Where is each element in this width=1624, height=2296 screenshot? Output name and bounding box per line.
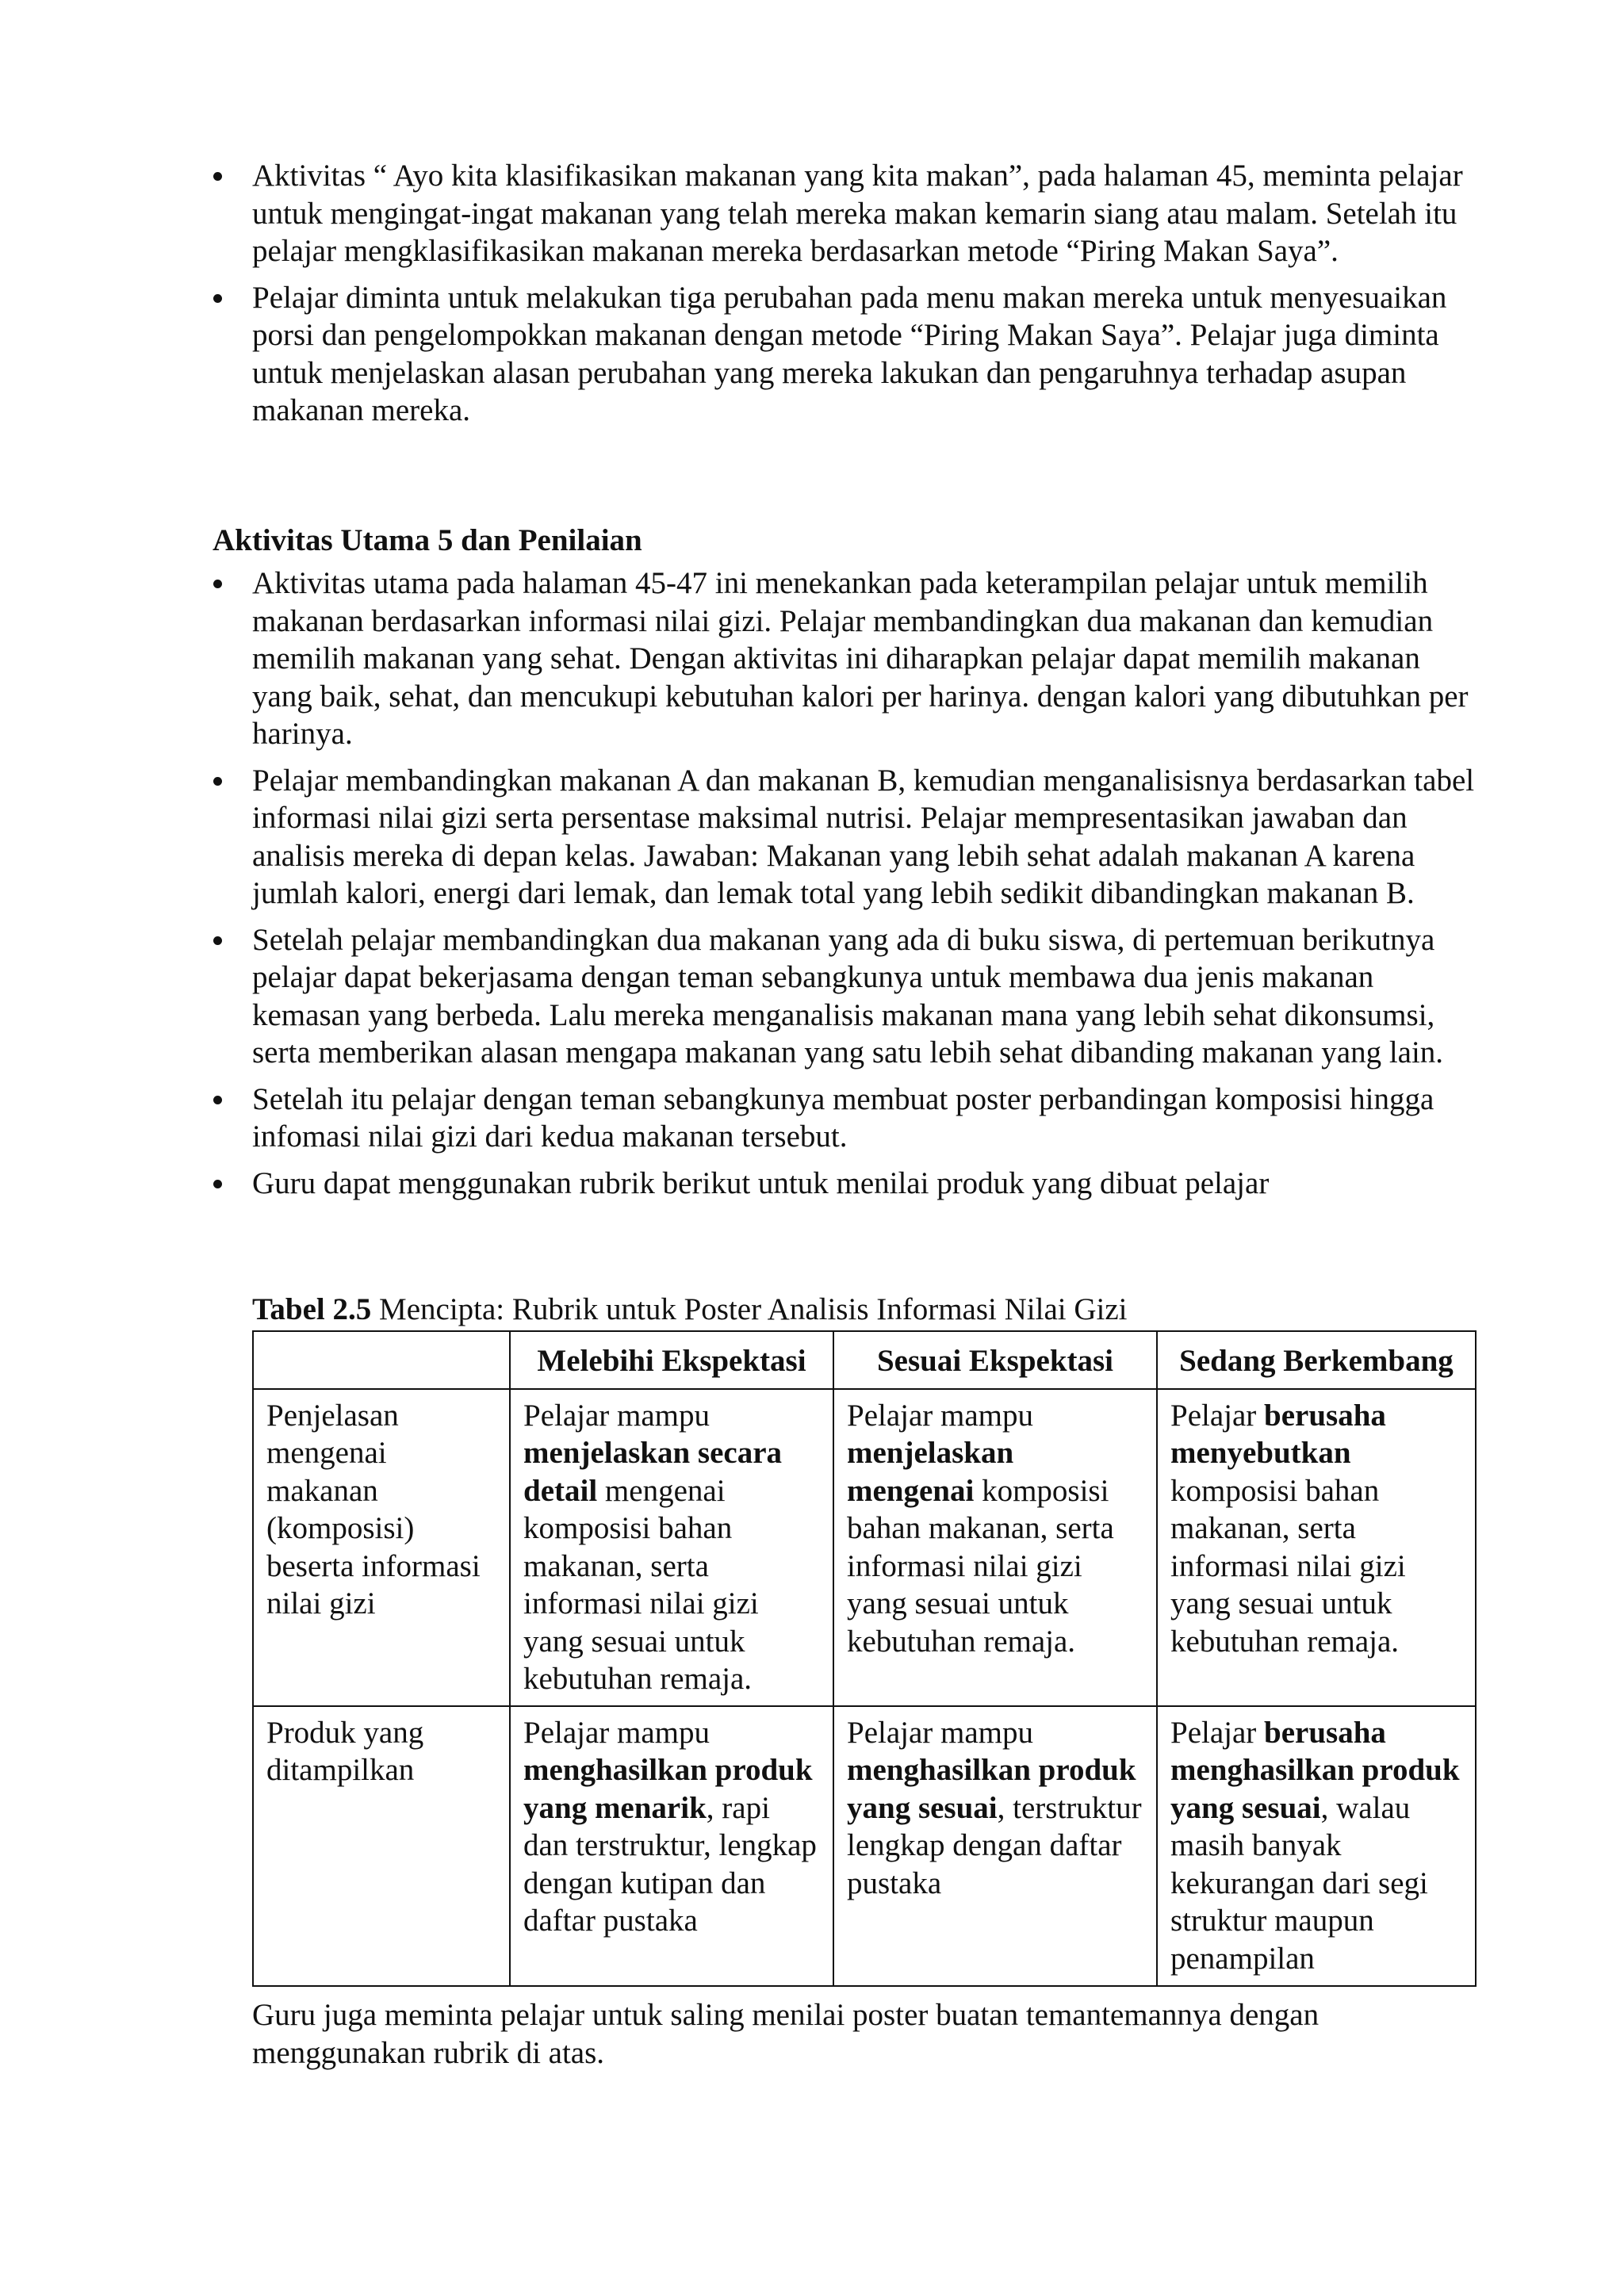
list-item: Pelajar diminta untuk melakukan tiga perubahan pada menu makan mereka untuk menyesuaikan porsi dan pengelompokkan makanan dengan metode “Piring Makan Saya”. Pelajar juga diminta untuk menjelaskan alasan perubahan yang mereka lakukan dan pengaruhnya terhadap asupan makanan mereka. (213, 279, 1481, 430)
table-row (253, 1389, 1476, 1706)
list-item: Aktivitas “ Ayo kita klasifikasikan makanan yang kita makan”, pada halaman 45, meminta pelajar untuk mengingat-ingat makanan yang telah mereka makan kemarin siang atau malam. Setelah itu pelajar mengklasifikasikan makanan mereka berdasarkan metode “Piring Makan Saya”. (213, 157, 1481, 270)
criterion-cell: Penjelasan mengenai makanan (komposisi) beserta informasi nilai gizi (253, 1389, 510, 1706)
table-caption-text: Mencipta: Rubrik untuk Poster Analisis Informasi Nilai Gizi (371, 1292, 1128, 1326)
table-header-row (253, 1331, 1476, 1389)
rubric-cell: Pelajar mampu menghasilkan produk yang sesuai, terstruktur lengkap dengan daftar pustaka (833, 1706, 1157, 1986)
section-heading: Aktivitas Utama 5 dan Penilaian (213, 523, 642, 557)
header-cell-empty (253, 1331, 510, 1389)
rubric-cell: Pelajar mampu menjelaskan mengenai komposisi bahan makanan, serta informasi nilai gizi yang sesuai untuk kebutuhan remaja. (833, 1389, 1157, 1706)
table-caption (252, 1291, 1128, 1329)
rubric-cell: Pelajar mampu menjelaskan secara detail mengenai komposisi bahan makanan, serta informasi nilai gizi yang sesuai untuk kebutuhan remaja. (510, 1389, 833, 1706)
section-bullet-list (213, 564, 1481, 1211)
list-item: Pelajar membandingkan makanan A dan makanan B, kemudian menganalisisnya berdasarkan tabel informasi nilai gizi serta persentase maksimal nutrisi. Pelajar mempresentasikan jawaban dan analisis mereka di depan kelas. Jawaban: Makanan yang lebih sehat adalah makanan A karena jumlah kalori, energi dari lemak, dan lemak total yang lebih sedikit dibandingkan makanan B. (213, 762, 1481, 913)
criterion-cell: Produk yang ditampilkan (253, 1706, 510, 1986)
list-item: Aktivitas utama pada halaman 45-47 ini menekankan pada keterampilan pelajar untuk memilih makanan berdasarkan informasi nilai gizi. Pelajar membandingkan dua makanan dan kemudian memilih makanan yang sehat. Dengan aktivitas ini diharapkan pelajar dapat memilih makanan yang baik, sehat, dan mencukupi kebutuhan kalori per harinya. dengan kalori yang dibutuhkan per harinya. (213, 564, 1481, 753)
list-item: Guru dapat menggunakan rubrik berikut untuk menilai produk yang dibuat pelajar (213, 1165, 1481, 1203)
rubric-cell: Pelajar mampu menghasilkan produk yang menarik, rapi dan terstruktur, lengkap dengan kutipan dan daftar pustaka (510, 1706, 833, 1986)
header-cell-melebihi-ekspektasi: Melebihi Ekspektasi (510, 1331, 833, 1389)
list-item: Setelah itu pelajar dengan teman sebangkunya membuat poster perbandingan komposisi hingga infomasi nilai gizi dari kedua makanan tersebut. (213, 1081, 1481, 1156)
rubric-cell: Pelajar berusaha menghasilkan produk yang sesuai, walau masih banyak kekurangan dari segi struktur maupun penampilan (1157, 1706, 1476, 1986)
table-caption-label: Tabel 2.5 (252, 1292, 372, 1326)
list-item: Setelah pelajar membandingkan dua makanan yang ada di buku siswa, di pertemuan berikutnya pelajar dapat bekerjasama dengan teman sebangkunya untuk membawa dua jenis makanan kemasan yang berbeda. Lalu mereka menganalisis makanan mana yang lebih sehat dikonsumsi, serta memberikan alasan mengapa makanan yang satu lebih sehat dibanding makanan yang lain. (213, 921, 1481, 1072)
header-cell-sedang-berkembang: Sedang Berkembang (1157, 1331, 1476, 1389)
table-row (253, 1706, 1476, 1986)
intro-bullet-list (213, 157, 1481, 438)
rubric-cell: Pelajar berusaha menyebutkan komposisi bahan makanan, serta informasi nilai gizi yang sesuai untuk kebutuhan remaja. (1157, 1389, 1476, 1706)
closing-paragraph: Guru juga meminta pelajar untuk saling menilai poster buatan temantemannya dengan menggunakan rubrik di atas. (252, 1998, 1320, 2070)
rubric-table (252, 1330, 1477, 1987)
header-cell-sesuai-ekspektasi: Sesuai Ekspektasi (833, 1331, 1157, 1389)
